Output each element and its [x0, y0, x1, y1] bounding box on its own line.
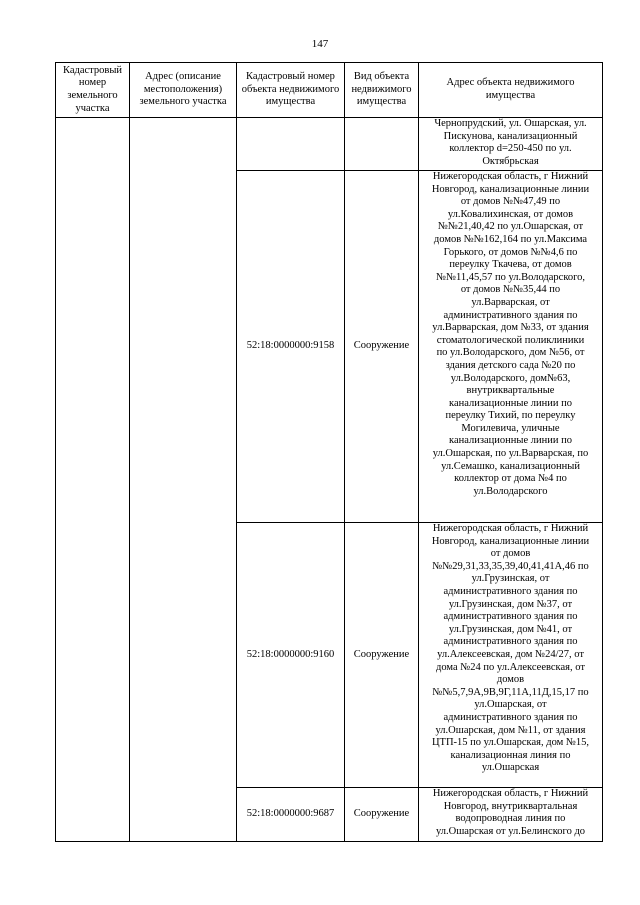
header-object-type: Вид объекта недвижимого имущества [345, 63, 419, 118]
object-address: Чернопрудский, ул. Ошарская, ул. Пискунова, канализационный коллектор d=250-450 по ул. Октябрьская [419, 118, 603, 171]
header-object-cadastral-number: Кадастровый номер объекта недвижимого имущества [237, 63, 345, 118]
object-type: Сооружение [345, 788, 419, 842]
page-number: 147 [311, 38, 329, 50]
object-cadastral-number: 52:18:0000000:9687 [237, 788, 345, 842]
object-type: Сооружение [345, 523, 419, 788]
object-cadastral-number: 52:18:0000000:9160 [237, 523, 345, 788]
object-address: Нижегородская область, г Нижний Новгород, канализационные линии от домов №№29,31,33,35,39,40,41,41А,46 по ул.Грузинская, от административного здания по ул.Грузинская, дом №37, от административного здания по ул.Грузинская, дом №41, от административного здания по ул.Алексеевская, дом №24/27, от дома №24 по ул.Алексеевская, от домов №№5,7,9А,9В,9Г,11А,11Д,15,17 по ул.Ошарская, от административного здания по ул.Ошарская, дом №11, от здания ЦТП-15 по ул.Ошарская, дом №15, канализационная линия по ул.Ошарская [419, 523, 603, 788]
object-cadastral-number: 52:18:0000000:9158 [237, 171, 345, 523]
object-cadastral-number [237, 118, 345, 171]
table-row [56, 118, 603, 171]
object-type: Сооружение [345, 171, 419, 523]
land-cadastral-number-cell [56, 118, 130, 842]
header-object-address: Адрес объекта недвижимого имущества [419, 63, 603, 118]
object-type [345, 118, 419, 171]
land-address-cell [130, 118, 237, 842]
table-header-row [56, 63, 603, 118]
object-address: Нижегородская область, г Нижний Новгород, канализационные линии от домов №№47,49 по ул.Ковалихинская, от домов №№21,40,42 по ул.Ошарская, от домов №№162,164 по ул.Максима Горького, от домов №№4,6 по переулку Ткачева, от домов №№11,45,57 по ул.Володарского, от домов №№35,44 по ул.Варварская, от административного здания по ул.Варварская, дом №33, от здания стоматологической поликлиники по ул.Володарского, дом №56, от здания детского сада №20 по ул.Володарского, дом№63, внутриквартальные канализационные линии по переулку Тихий, по переулку Могилевича, уличные канализационные линии по ул.Ошарская, по ул.Варварская, по ул.Семашко, канализационный коллектор от дома №4 по ул.Володарского [419, 171, 603, 523]
header-land-address: Адрес (описание местоположения) земельного участка [130, 63, 237, 118]
header-land-cadastral-number: Кадастровый номер земельного участка [56, 63, 130, 118]
cadastral-table [55, 62, 603, 842]
object-address: Нижегородская область, г Нижний Новгород, внутриквартальная водопроводная линия по ул.Ошарская от ул.Белинского до [419, 788, 603, 842]
